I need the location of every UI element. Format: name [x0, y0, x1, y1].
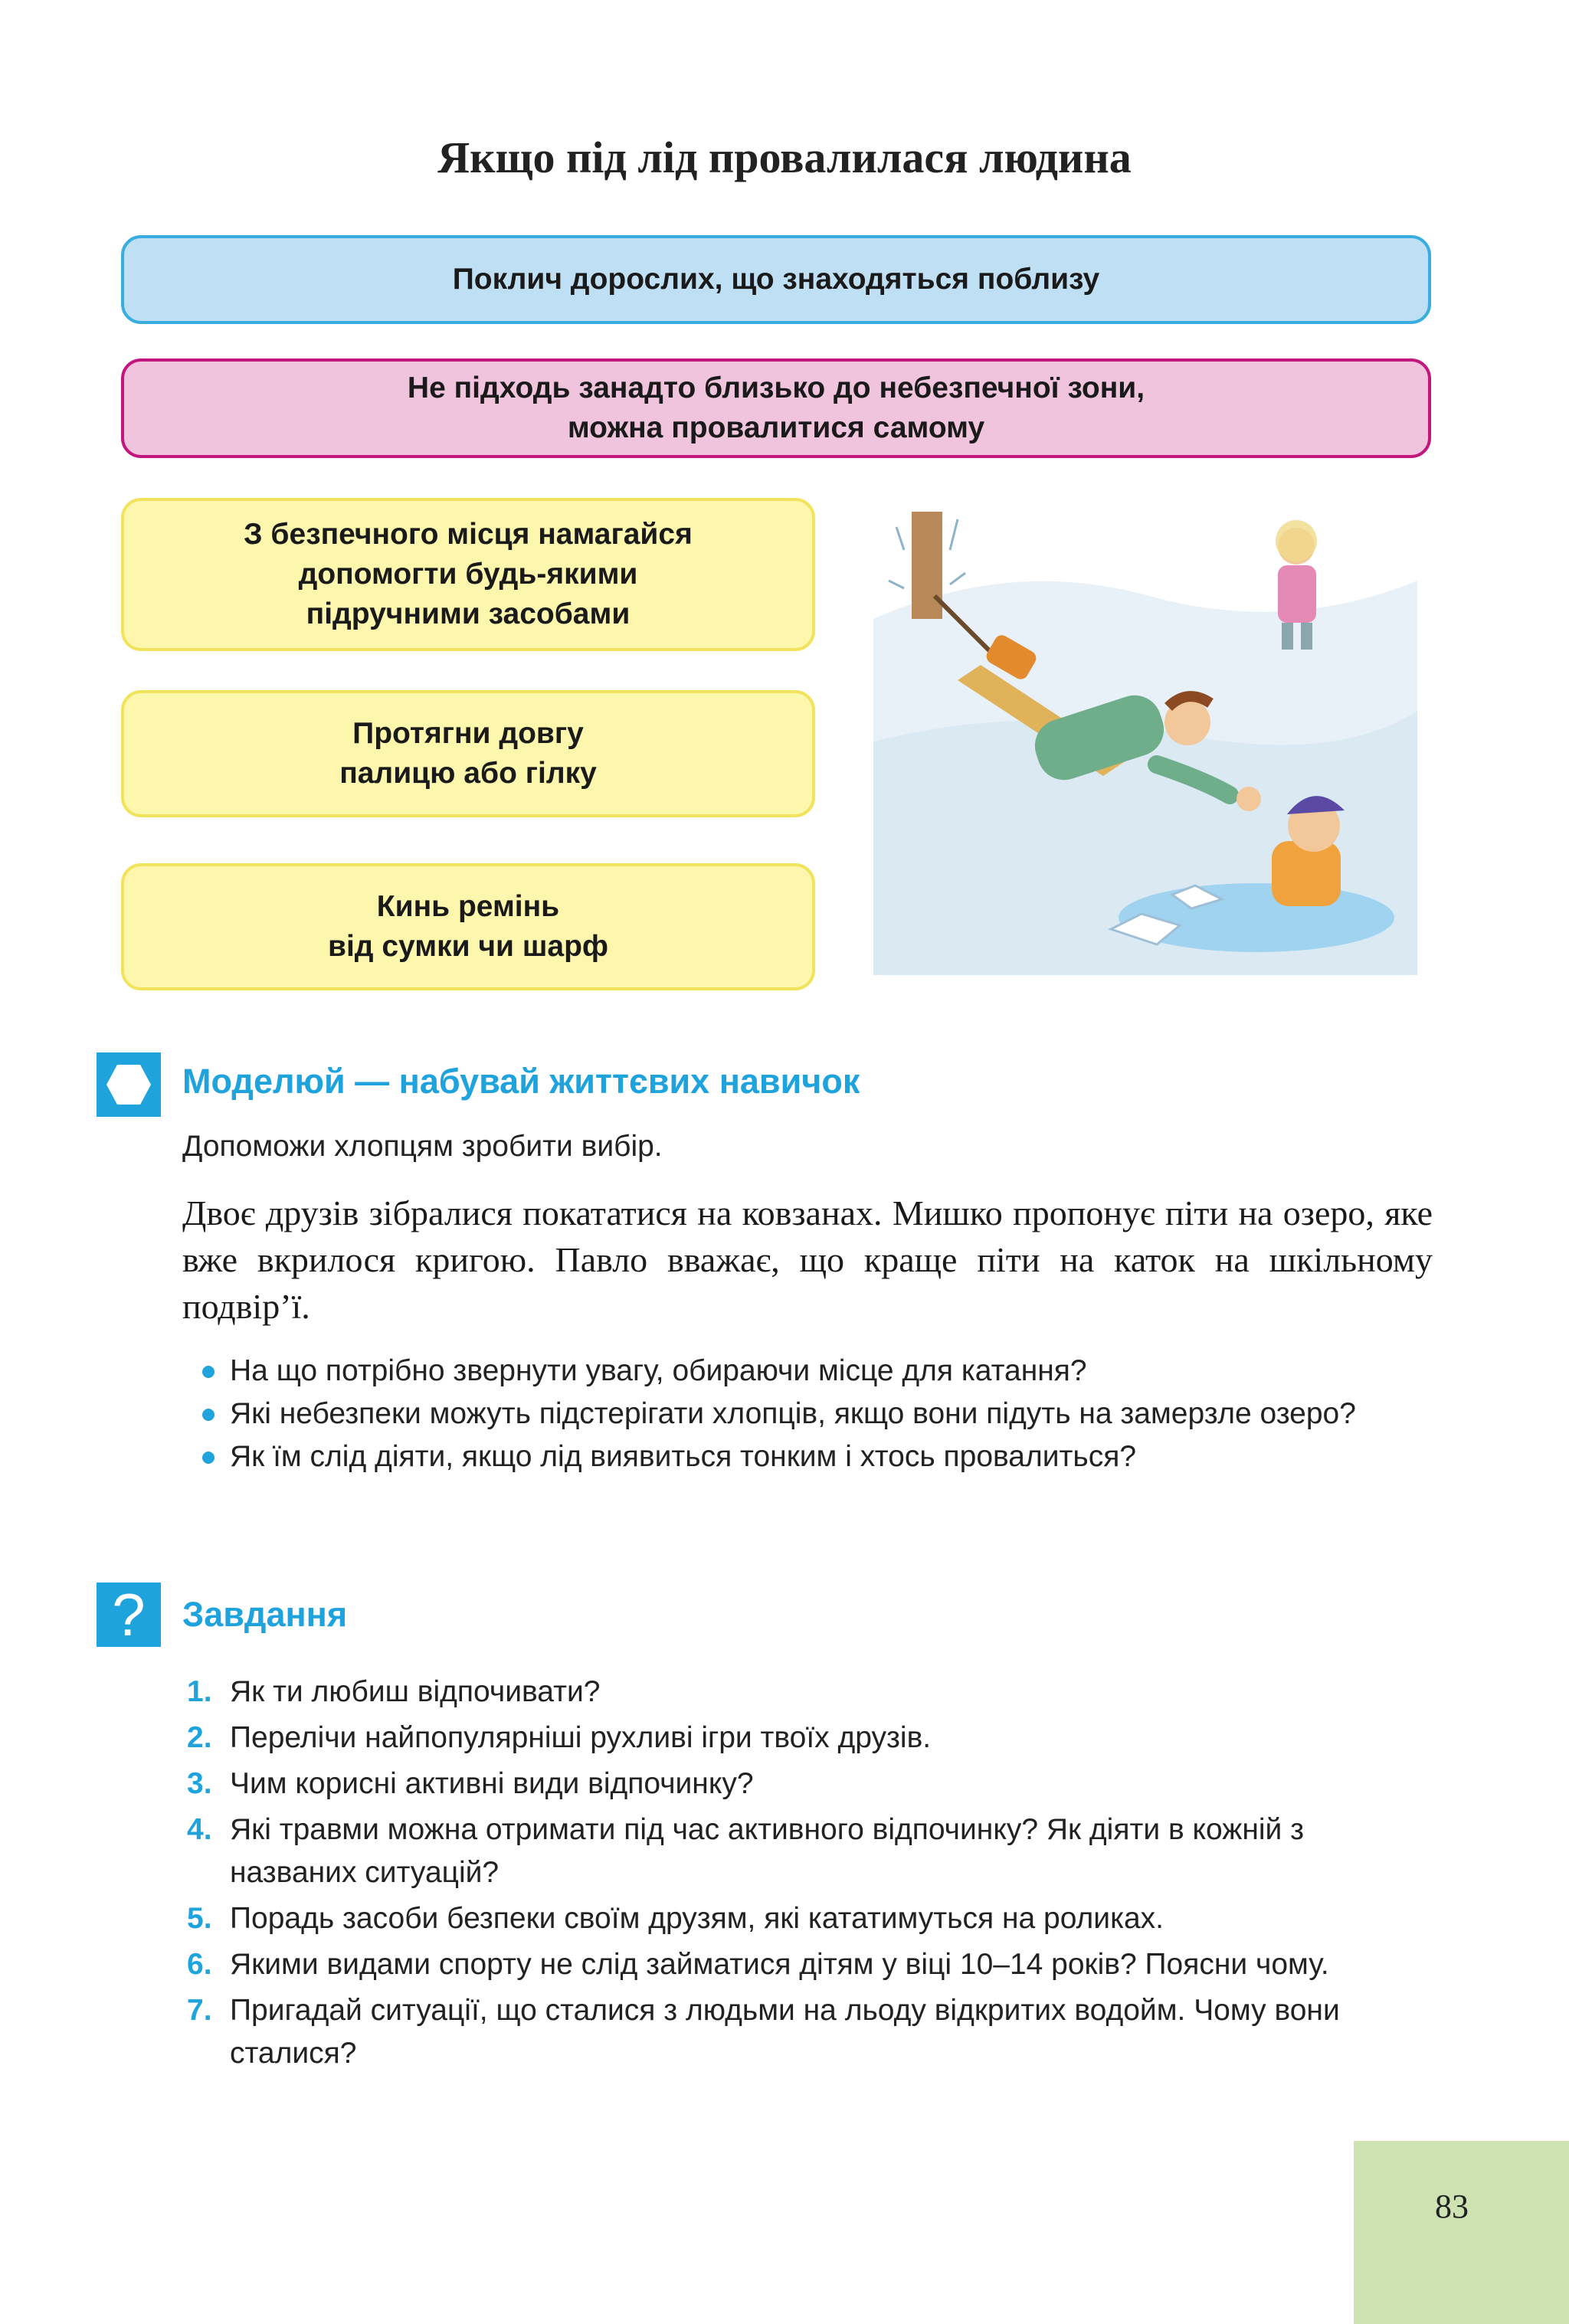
task-item: 1. Як ти любиш відпочивати?: [187, 1675, 601, 1708]
task-item: 7. Пригадай ситуації, що сталися з людьми на льоду відкритих водойм. Чому вони сталися?: [187, 1994, 1340, 2070]
stick-line2: палицю або гілку: [339, 757, 597, 790]
call-adults-text: Поклич дорослих, що знаходяться поблизу: [452, 263, 1100, 296]
list-item: Які небезпеки можуть підстерігати хлопців, якщо вони підуть на замерзле озеро?: [201, 1393, 1434, 1435]
hexagon-icon: [97, 1052, 161, 1117]
safe-place-box: [121, 498, 815, 651]
danger-zone-box: [121, 358, 1431, 458]
belt-box: [121, 863, 815, 990]
task-item: 5. Порадь засоби безпеки своїм друзям, які кататимуться на роликах.: [187, 1902, 1164, 1935]
model-lead: Допоможи хлопцям зробити вибір.: [182, 1130, 663, 1163]
list-item: Як їм слід діяти, якщо лід виявиться тонким і хтось провалиться?: [201, 1435, 1434, 1478]
safe-place-line2: допомогти будь-якими: [298, 558, 638, 591]
belt-line1: Кинь ремінь: [376, 890, 560, 923]
stick-box: [121, 690, 815, 817]
ice-rescue-illustration: [873, 512, 1417, 975]
task-item: 6. Якими видами спорту не слід займатися дітям у віці 10–14 років? Поясни чому.: [187, 1948, 1329, 1981]
task-item: 3. Чим корисні активні види відпочинку?: [187, 1767, 754, 1800]
page-tab: [1354, 2141, 1569, 2324]
bullet-dot-icon: [202, 1452, 215, 1464]
tasks-section-title: Завдання: [182, 1595, 348, 1634]
model-bullets: [201, 1350, 1434, 1478]
model-section-title: Моделюй — набувай життєвих навичок: [182, 1062, 860, 1101]
danger-zone-line2: можна провалитися самому: [567, 411, 985, 444]
stick-line1: Протягни довгу: [352, 717, 584, 750]
safe-place-line1: З безпечного місця намагайся: [244, 518, 693, 551]
call-adults-box: [121, 235, 1431, 324]
model-paragraph: Двоє друзів зібралися покататися на ковзанах. Мишко пропонує піти на озеро, яке вже вкрилося кригою. Павло вважає, що краще піти на каток на шкільному подвір’ї.: [182, 1193, 1433, 1326]
belt-line2: від сумки чи шарф: [327, 930, 609, 963]
tasks-list: [182, 1671, 1433, 2078]
page-title: Якщо під лід провалилася людина: [437, 133, 1132, 182]
question-icon: ?: [97, 1583, 161, 1647]
task-item: 4. Які травми можна отримати під час активного відпочинку? Як діяти в кожній з названих ситуацій?: [187, 1813, 1305, 1889]
bullet-dot-icon: [202, 1366, 215, 1378]
page-number: 83: [1435, 2188, 1469, 2225]
task-item: 2. Перелічи найпопулярніші рухливі ігри твоїх друзів.: [187, 1721, 932, 1754]
danger-zone-line1: Не підходь занадто близько до небезпечної зони,: [407, 372, 1145, 404]
safe-place-line3: підручними засобами: [306, 597, 631, 630]
bullet-dot-icon: [202, 1409, 215, 1421]
list-item: На що потрібно звернути увагу, обираючи місце для катання?: [201, 1350, 1434, 1393]
